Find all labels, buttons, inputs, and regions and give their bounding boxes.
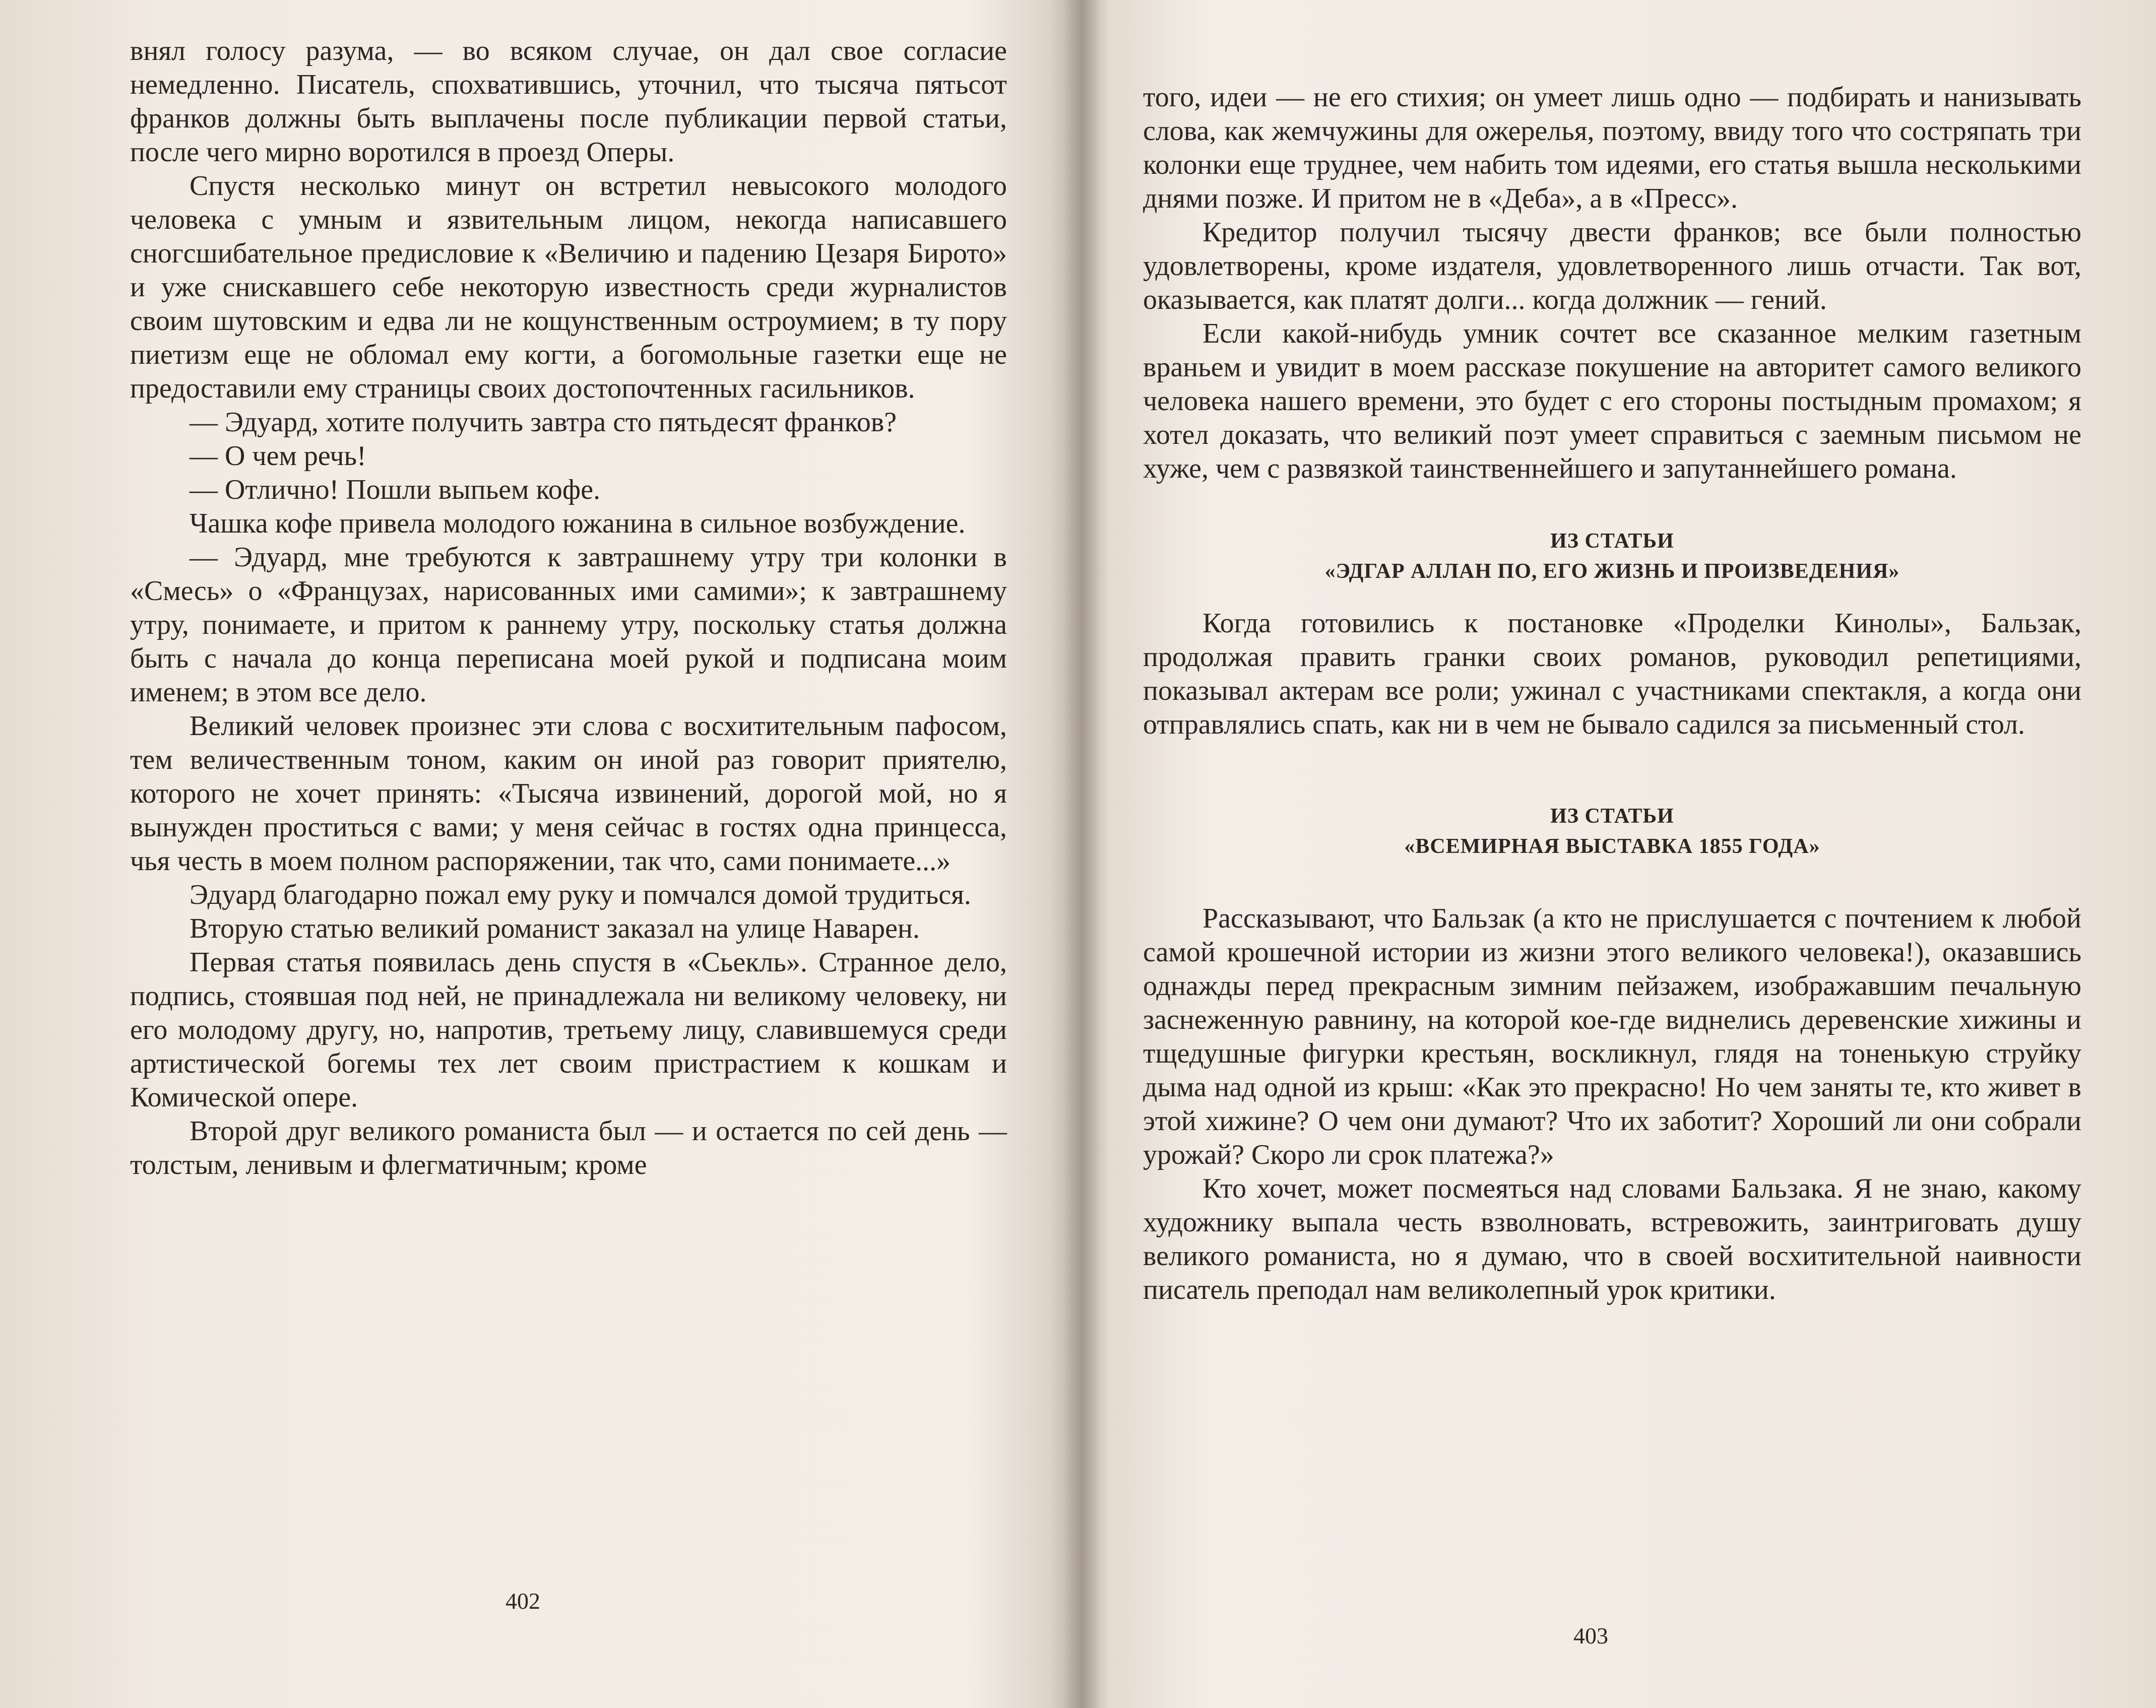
- paragraph: Рассказывают, что Бальзак (а кто не прислушается с почтением к любой самой крошечной истории из жизни этого великого человека!), оказавшись однажды перед прекрасным зимним пейзажем, изображавшим печальную заснеженную равнину, на которой кое-где виднелись деревенские хижины и тщедушные фигурки крестьян, воскликнул, глядя на тоненькую струйку дыма над одной из крыш: «Как это прекрасно! Но чем заняты те, кто живет в этой хижине? О чем они думают? Что их заботит? Хороший ли они собрали урожай? Скоро ли срок платежа?»: [1143, 903, 2081, 1170]
- left-text-column: [130, 34, 1007, 1182]
- left-page: [0, 0, 1068, 1708]
- section-title: «ЭДГАР АЛЛАН ПО, ЕГО ЖИЗНЬ И ПРОИЗВЕДЕНИЯ»: [1324, 560, 1900, 583]
- paragraph: внял голосу разума, — во всяком случае, он дал свое согласие немедленно. Писатель, спохватившись, уточнил, что тысяча пятьсот франков должны быть выплачены после публикации первой статьи, после чего мирно воротился в проезд Оперы.: [130, 35, 1007, 168]
- paragraph: Второй друг великого романиста был — и остается по сей день — толстым, ленивым и флегматичным; кроме: [130, 1115, 1007, 1180]
- dialogue-line: — Эдуард, мне требуются к завтрашнему утру три колонки в «Смесь» о «Французах, нарисованных ими самими»; к завтрашнему утру, понимаете, и притом к раннему утру, поскольку статья должна быть с начала до конца переписана моей рукой и подписана моим именем; в этом все дело.: [130, 542, 1007, 708]
- section-label: ИЗ СТАТЬИ: [1550, 805, 1674, 828]
- dialogue-line: — Эдуард, хотите получить завтра сто пятьдесят франков?: [189, 407, 897, 438]
- section-label: ИЗ СТАТЬИ: [1550, 530, 1674, 553]
- paragraph: Великий человек произнес эти слова с восхитительным пафосом, тем величественным тоном, каким он иной раз говорит приятелю, которого не хочет принять: «Тысяча извинений, дорогой мой, но я вынужден проститься с вами; у меня сейчас в гостях одна принцесса, чья честь в моем полном распоряжении, так что, сами понимаете...»: [130, 710, 1007, 877]
- paragraph: Вторую статью великий романист заказал на улице Наварен.: [189, 913, 920, 944]
- paragraph: Эдуард благодарно пожал ему руку и помчался домой трудиться.: [189, 879, 971, 910]
- right-text-column: [1143, 81, 2081, 1307]
- paragraph: Если какой-нибудь умник сочтет все сказанное мелким газетным враньем и увидит в моем рассказе покушение на авторитет самого великого человека нашего времени, это будет с его стороны постыдным промахом; я хотел доказать, что великий поэт умеет справиться с заемным письмом не хуже, чем с развязкой таинственнейшего и запутаннейшего романа.: [1143, 318, 2081, 484]
- page-number: 403: [1573, 1623, 1608, 1649]
- paragraph: Спустя несколько минут он встретил невысокого молодого человека с умным и язвительным лицом, некогда написавшего сногсшибательное предисловие к «Величию и падению Цезаря Бирото» и уже снискавшего себе некоторую известность среди журналистов своим шутовским и едва ли не кощунственным остроумием; в ту пору пиетизм еще не обломал ему когти, а богомольные газетки еще не предоставили ему страницы своих достопочтенных гасильников.: [130, 170, 1007, 404]
- paragraph: Чашка кофе привела молодого южанина в сильное возбуждение.: [189, 508, 966, 539]
- dialogue-line: — Отлично! Пошли выпьем кофе.: [189, 474, 601, 505]
- paragraph: Кто хочет, может посмеяться над словами Бальзака. Я не знаю, какому художнику выпала честь взволновать, встревожить, заинтриговать душу великого романиста, но я думаю, что в своей восхитительной наивности писатель преподал нам великолепный урок критики.: [1143, 1173, 2081, 1305]
- paragraph: Кредитор получил тысячу двести франков; все были полностью удовлетворены, кроме издателя, удовлетворенного лишь отчасти. Так вот, оказывается, как платят долги... когда должник — гений.: [1143, 217, 2081, 315]
- paragraph: Когда готовились к постановке «Проделки Кинолы», Бальзак, продолжая править гранки своих романов, руководил репетициями, показывал актерам все роли; ужинал с участниками спектакля, а когда они отправлялись спать, как ни в чем не бывало садился за письменный стол.: [1143, 608, 2081, 740]
- section-title: «ВСЕМИРНАЯ ВЫСТАВКА 1855 ГОДА»: [1404, 835, 1820, 858]
- right-page: [1084, 0, 2156, 1708]
- paragraph: того, идеи — не его стихия; он умеет лишь одно — подбирать и нанизывать слова, как жемчужины для ожерелья, поэтому, ввиду того что состряпать три колонки еще труднее, чем набить том идеями, его статья вышла несколькими днями позже. И притом не в «Деба», а в «Пресс».: [1143, 82, 2081, 214]
- paragraph: Первая статья появилась день спустя в «Сьекль». Странное дело, подпись, стоявшая под ней, не принадлежала ни великому человеку, ни его молодому другу, но, напротив, третьему лицу, славившемуся среди артистической богемы тех лет своим пристрастием к кошкам и Комической опере.: [130, 947, 1007, 1113]
- dialogue-line: — О чем речь!: [189, 440, 366, 472]
- page-number: 402: [505, 1588, 540, 1614]
